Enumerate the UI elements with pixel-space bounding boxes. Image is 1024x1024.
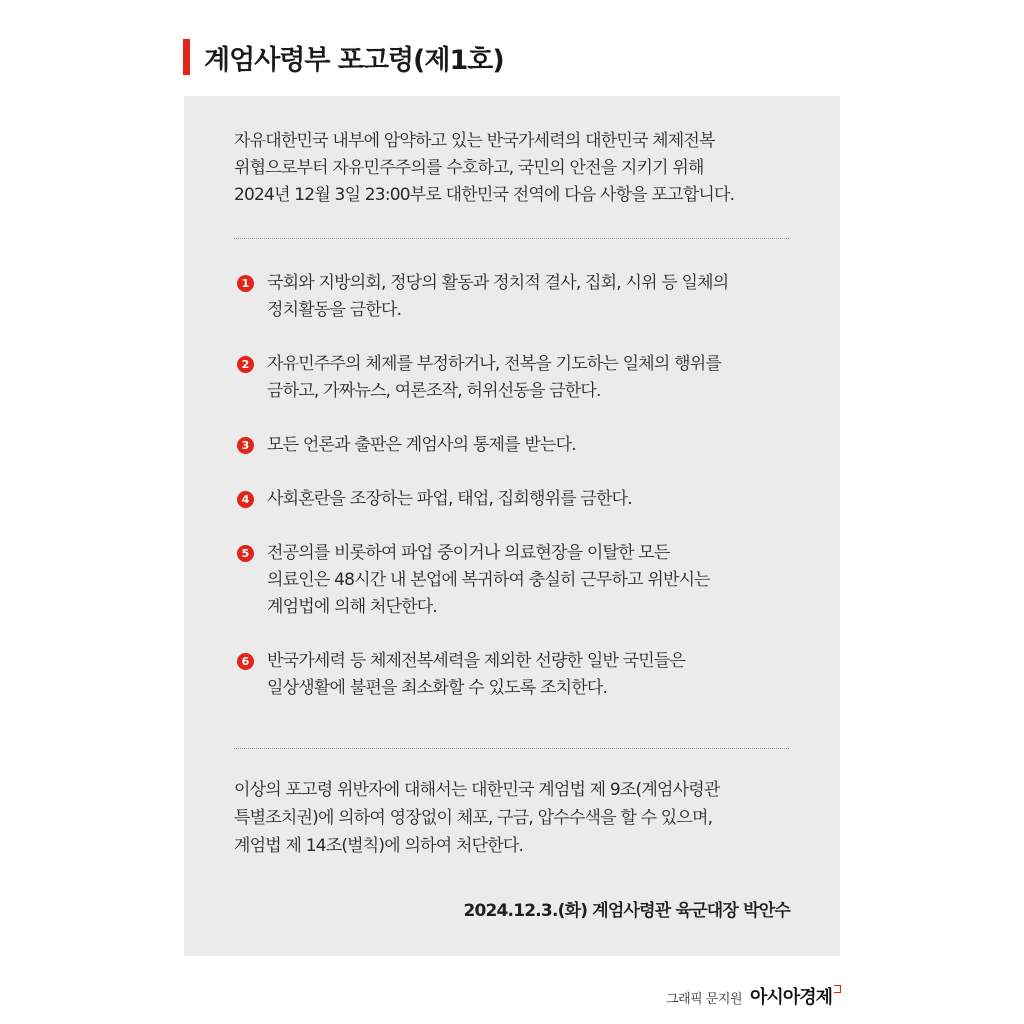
credit-label: 그래픽 문지원: [666, 992, 743, 1007]
decree-item-line: 의료인은 48시간 내 본업에 복귀하여 충실히 근무하고 위반시는: [267, 570, 710, 590]
number-badge: 5: [237, 545, 254, 562]
decree-item-line: 정치활동을 금한다.: [267, 300, 402, 320]
closing-line: 계엄법 제 14조(벌칙)에 의하여 처단한다.: [234, 836, 524, 856]
page-title: 계엄사령부 포고령(제1호): [204, 44, 504, 76]
decree-item-line: 국회와 지방의회, 정당의 활동과 정치적 결사, 집회, 시위 등 일체의: [267, 273, 729, 293]
decree-panel: [184, 96, 840, 956]
decree-item-line: 금하고, 가짜뉴스, 여론조작, 허위선동을 금한다.: [267, 381, 601, 401]
graphic-credit: [666, 983, 841, 1009]
decree-item-1: [234, 270, 814, 324]
dotted-divider-top: [234, 238, 789, 239]
closing-line: 특별조치권)에 의하여 영장없이 체포, 구금, 압수수색을 할 수 있으며,: [234, 808, 713, 828]
intro-line: 자유대한민국 내부에 암약하고 있는 반국가세력의 대한민국 체제전복: [234, 131, 715, 151]
closing-paragraph: [234, 776, 814, 860]
decree-item-4: [234, 486, 814, 513]
intro-line: 2024년 12월 3일 23:00부로 대한민국 전역에 다음 사항을 포고합니다.: [234, 185, 735, 205]
decree-item-line: 자유민주주의 체제를 부정하거나, 전복을 기도하는 일체의 행위를: [267, 354, 722, 374]
decree-item-line: 전공의를 비롯하여 파업 중이거나 의료현장을 이탈한 모든: [267, 543, 670, 563]
decree-item-line: 사회혼란을 조장하는 파업, 태업, 집회행위를 금한다.: [267, 489, 632, 509]
number-badge: 4: [237, 491, 254, 508]
number-badge: 2: [237, 356, 254, 373]
decree-item-3: [234, 432, 814, 459]
decree-item-line: 반국가세력 등 체제전복세력을 제외한 선량한 일반 국민들은: [267, 651, 686, 671]
decree-item-5: [234, 540, 814, 621]
brand-logo: 아시아경제: [750, 987, 832, 1008]
decree-item-line: 일상생활에 불편을 최소화할 수 있도록 조치한다.: [267, 678, 608, 698]
title-accent-bar: [183, 39, 190, 75]
signature-line: 2024.12.3.(화) 계엄사령관 육군대장 박안수: [463, 901, 790, 921]
closing-line: 이상의 포고령 위반자에 대해서는 대한민국 계엄법 제 9조(계엄사령관: [234, 780, 720, 800]
intro-line: 위협으로부터 자유민주주의를 수호하고, 국민의 안전을 지키기 위해: [234, 158, 704, 178]
decree-item-2: [234, 351, 814, 405]
brand-mark-icon: [834, 985, 841, 993]
intro-paragraph: [234, 128, 814, 209]
decree-item-line: 모든 언론과 출판은 계엄사의 통제를 받는다.: [267, 435, 576, 455]
decree-item-list: [234, 270, 814, 729]
number-badge: 1: [237, 275, 254, 292]
number-badge: 6: [237, 653, 254, 670]
page-header: [183, 38, 504, 76]
number-badge: 3: [237, 437, 254, 454]
dotted-divider-bottom: [234, 748, 789, 749]
decree-item-6: [234, 648, 814, 702]
decree-item-line: 계엄법에 의해 처단한다.: [267, 597, 438, 617]
